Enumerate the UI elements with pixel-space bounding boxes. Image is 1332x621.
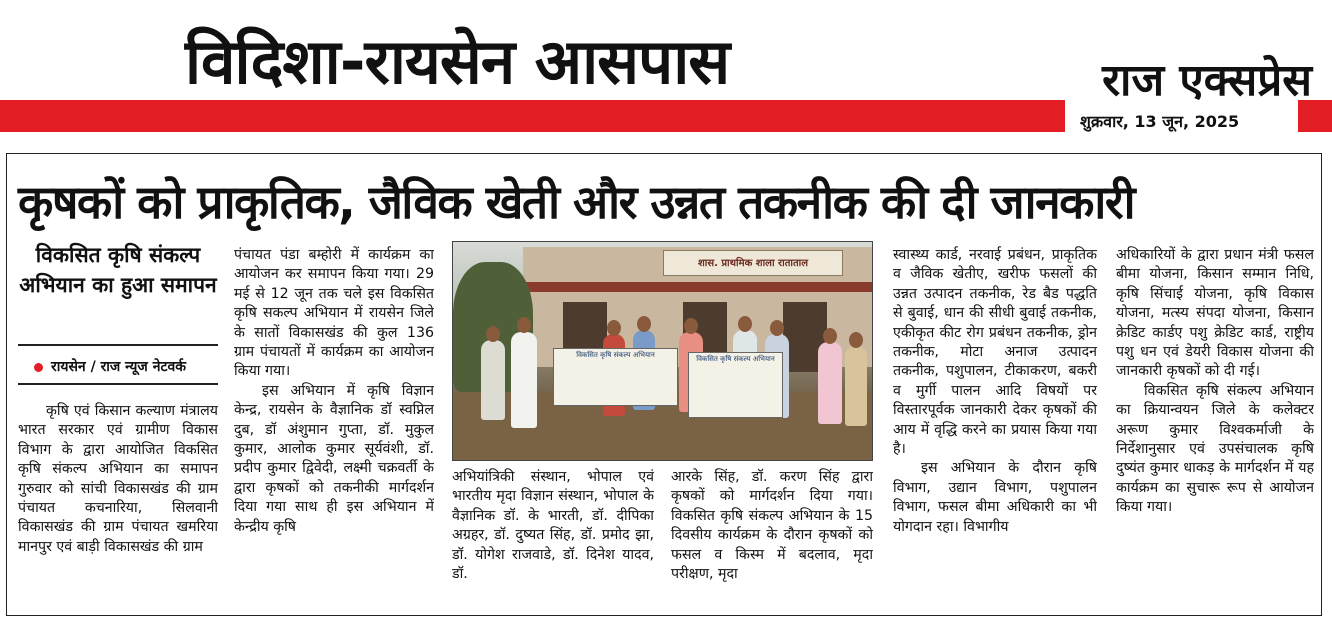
article-byline bbox=[34, 357, 234, 376]
article-column-1 bbox=[18, 402, 218, 602]
photo-banner-right: विकसित कृषि संकल्प अभियान bbox=[688, 352, 783, 418]
paragraph: विकसित कृषि संकल्प अभियान का क्रियान्वयन जिले के कलेक्टर अरूण कुमार विश्वकर्माजी के निर्देशानुसार एवं उपसंचालक कृषि दुष्यंत कुमार धाकड़ के मार्गदर्शन में यह कार्यक्रम का सुचारू रूप से आयोजन किया गया। bbox=[1116, 382, 1314, 516]
article-column-4 bbox=[671, 468, 873, 602]
paragraph: अधिकारियों के द्वारा प्रधान मंत्री फसल बीमा योजना, किसान सम्मान निधि, कृषि सिंचाई योजना, कृषि विकास योजना, मत्स्य संपदा योजना, किसान क्रेडिट कार्डए पशु क्रेडिट कार्ड, राष्ट्रीय पशु धन एवं डेयरी विकास योजना की जानकारी कृषकों को दी गई। bbox=[1116, 247, 1314, 380]
photo-person-head bbox=[684, 318, 698, 334]
newspaper-brand: राज एक्सप्रेस bbox=[1102, 55, 1312, 106]
article-column-3 bbox=[452, 468, 654, 602]
photo-person-head bbox=[823, 328, 837, 344]
photo-person-head bbox=[637, 316, 651, 332]
photo-person-head bbox=[607, 320, 621, 336]
photo-person-head bbox=[770, 320, 784, 336]
photo-person bbox=[845, 346, 867, 426]
paragraph: पंचायत पंडा बम्होरी में कार्यक्रम का आयोजन कर समापन किया गया। 29 मई से 12 जून तक चले इस विकसित कृषि सकल्प अभियान में रायसेन जिले के सातों विकासखंड की कुल 136 ग्राम पंचायतों में कार्यक्रम का आयोजन किया गया। bbox=[234, 247, 434, 380]
paragraph: कृषि एवं किसान कल्याण मंत्रालय भारत सरकार एवं ग्रामीण विकास विभाग के द्वारा आयोजित विकसित कृषि संकल्प अभियान का समापन गुरुवार को सांची विकासखंड की ग्राम पंचायत कचनारिया, सिलवानी विकासखंड की ग्राम पंचायत खमरिया मानपुर एवं बाड़ी विकासखंड की ग्राम bbox=[18, 403, 218, 555]
photo-person bbox=[481, 340, 505, 420]
paragraph: इस अभियान के दौरान कृषि विभाग, उद्यान विभाग, पशुपालन विभाग, फसल बीमा अधिकारी का भी योगदान रहा। विभागीय bbox=[893, 460, 1097, 535]
photo-person bbox=[511, 332, 537, 428]
article-headline: कृषकों को प्राकृतिक, जैविक खेती और उन्नत तकनीक की दी जानकारी bbox=[18, 175, 1135, 229]
article-column-2 bbox=[234, 246, 434, 601]
paragraph: स्वास्थ्य कार्ड, नरवाई प्रबंधन, प्राकृतिक व जैविक खेतीए, खरीफ फसलों की उन्नत उत्पादन तकनीक, रेड बैड पद्धति से बुवाई, धान की सीधी बुवाई तकनीक, एकीकृत कीट रोग प्रबंधन तकनीक, ड्रोन तकनीक, मोटा अनाज उत्पादन तकनीक, पशुपालन, टीकाकरण, बकरी व मुर्गी पालन आदि विषयों पर विस्तारपूर्वक जानकारी देकर कृषकों की आय में वृद्धि करने का प्रयास किया गया है। bbox=[893, 247, 1097, 458]
photo-person-head bbox=[486, 326, 500, 342]
paragraph: अभियांत्रिकी संस्थान, भोपाल एवं भारतीय मृदा विज्ञान संस्थान, भोपाल के वैज्ञानिक डॉ. के भारती, डॉ. दीपिका अग्रहर, डॉ. दुष्यत सिंह, डॉ. प्रमोद झा, डॉ. योगेश राजवाडे, डॉ. दिनेश यादव, डॉ. bbox=[452, 469, 654, 583]
paragraph: आरके सिंह, डॉ. करण सिंह द्वारा कृषकों को मार्गदर्शन दिया गया। विकसित कृषि संकल्प अभियान के 15 दिवसीय कार्यक्रम के दौरान कृषकों को फसल व किस्म में बदलाव, मृदा परीक्षण, मृदा bbox=[671, 469, 873, 583]
photo-person-head bbox=[517, 317, 531, 333]
byline-text: रायसेन / राज न्यूज नेटवर्क bbox=[51, 359, 187, 375]
article-subheadline: विकसित कृषि संकल्प अभियान का हुआ समापन bbox=[19, 243, 217, 297]
photo-building-stripe bbox=[523, 282, 873, 292]
photo-person bbox=[818, 342, 842, 424]
issue-date: शुक्रवार, 13 जून, 2025 bbox=[1080, 112, 1240, 131]
paragraph: इस अभियान में कृषि विज्ञान केन्द्र, रायसेन के वैज्ञानिक डॉ स्वप्निल दुब, डॉ अंशुमान गुप्ता, डॉ. मुकुल कुमार, आलोक कुमार सूर्यवंशी, डॉ. प्रदीप कुमार द्विवेदी, लक्ष्मी चक्रवर्ती के द्वारा कृषकों को तकनीकी मार्गदर्शन दिया गया साथ ही इस अभियान में केन्द्रीय कृषि bbox=[234, 382, 434, 535]
photo-person-head bbox=[849, 332, 863, 348]
section-title: विदिशा-रायसेन आसपास bbox=[185, 25, 730, 98]
masthead-red-bar bbox=[0, 100, 1065, 132]
event-photo bbox=[452, 241, 873, 461]
article-column-6 bbox=[1116, 246, 1314, 602]
bullet-dot bbox=[34, 363, 43, 372]
photo-banner-left: विकसित कृषि संकल्प अभियान bbox=[553, 348, 678, 406]
subhead-divider bbox=[18, 344, 218, 346]
article-column-5 bbox=[893, 246, 1097, 602]
byline-divider bbox=[18, 383, 218, 385]
photo-person-head bbox=[738, 316, 752, 332]
photo-building-sign: शास. प्राथमिक शाला राताताल bbox=[663, 250, 843, 276]
